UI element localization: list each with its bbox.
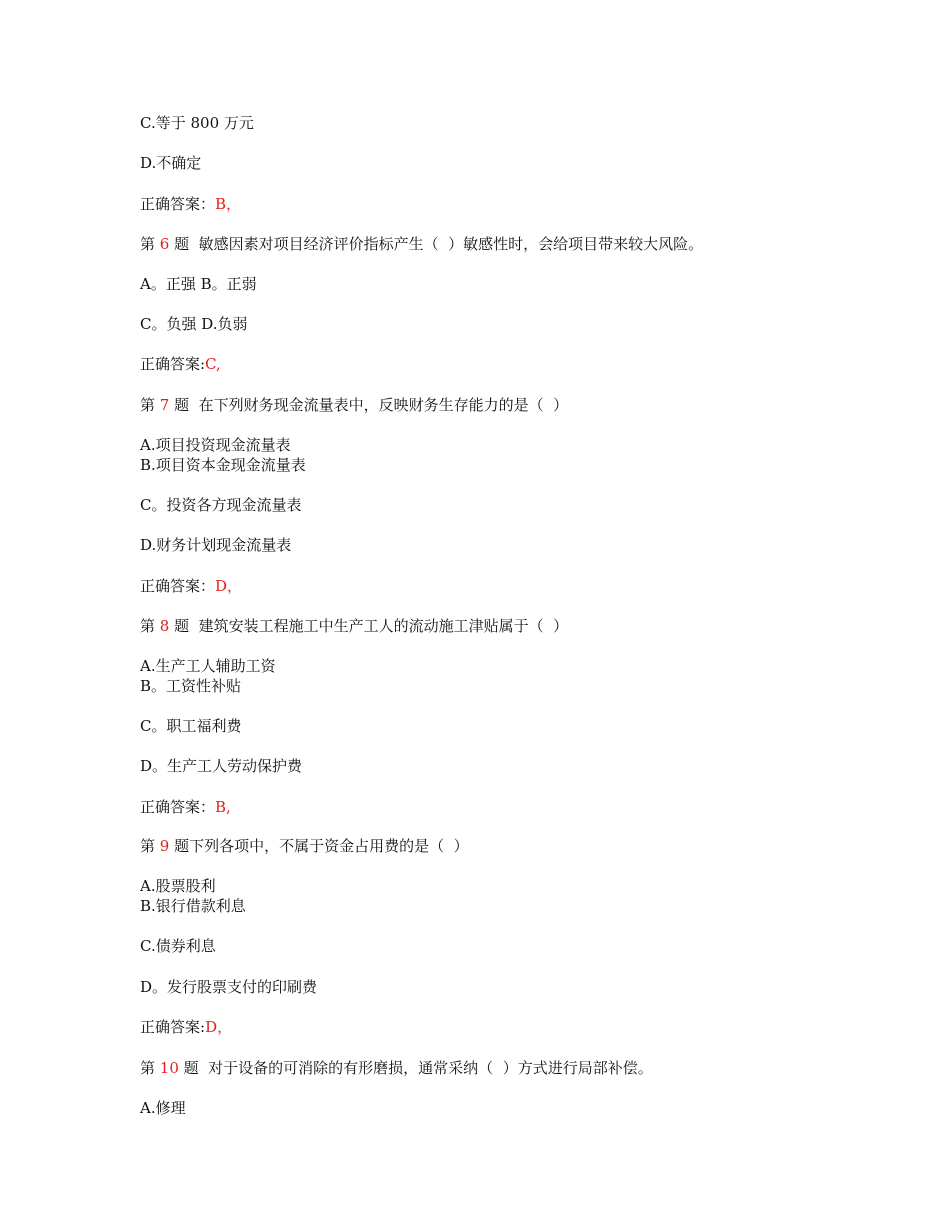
option-text: C。职工福利费 (140, 717, 242, 735)
option-text: A.项目投资现金流量表 (140, 436, 291, 454)
question-number: 8 (159, 617, 170, 635)
answer-line-5 (140, 194, 241, 214)
option-text: B.银行借款利息 (140, 897, 246, 915)
question-number: 9 (159, 837, 170, 855)
question-number: 6 (159, 235, 170, 253)
option-text: D.财务计划现金流量表 (140, 536, 292, 554)
answer-value: D， (215, 577, 243, 595)
answer-line-9 (140, 1017, 232, 1037)
option-text: A.修理 (140, 1099, 186, 1117)
question-text: 题 对于设备的可消除的有形磨损，通常采纳（ ）方式进行局部补偿。 (178, 1059, 653, 1077)
answer-label: 正确答案: (140, 1018, 206, 1036)
question-number: 10 (159, 1059, 179, 1077)
option-text: D.不确定 (140, 154, 202, 172)
option-text: A。正强 B。正弱 (140, 275, 257, 293)
option-text: A.生产工人辅助工资 (140, 657, 276, 675)
question-10 (140, 1058, 653, 1078)
answer-line-8 (140, 797, 231, 817)
option-text: C.债券利息 (140, 937, 216, 955)
option-text: A.股票股利 (140, 877, 216, 895)
question-7 (140, 395, 568, 415)
option-text: C。负强 D.负弱 (140, 315, 248, 333)
answer-label: 正确答案： (140, 577, 216, 595)
option-text: D。发行股票支付的印刷费 (140, 978, 318, 996)
question-prefix: 第 (140, 617, 160, 635)
option-text: D。生产工人劳动保护费 (140, 757, 303, 775)
answer-value: D， (205, 1018, 233, 1036)
answer-value: B, (215, 798, 231, 816)
question-6 (140, 234, 703, 254)
question-text: 题下列各项中，不属于资金占用费的是（ ） (169, 837, 469, 855)
answer-value: B， (215, 195, 242, 213)
question-prefix: 第 (140, 1059, 160, 1077)
answer-value: C, (205, 355, 221, 373)
option-text: C.等于 800 万元 (140, 114, 254, 132)
question-prefix: 第 (140, 235, 160, 253)
answer-label: 正确答案: (140, 355, 206, 373)
question-8 (140, 616, 568, 636)
question-prefix: 第 (140, 837, 160, 855)
option-text: B.项目资本金现金流量表 (140, 456, 306, 474)
option-text: C。投资各方现金流量表 (140, 496, 302, 514)
question-9 (140, 836, 469, 856)
answer-line-7 (140, 576, 242, 596)
question-text: 题 敏感因素对项目经济评价指标产生（ ）敏感性时，会给项目带来较大风险。 (169, 235, 704, 253)
option-text: B。工资性补贴 (140, 677, 242, 695)
answer-line-6 (140, 354, 221, 374)
answer-label: 正确答案： (140, 195, 216, 213)
question-text: 题 建筑安装工程施工中生产工人的流动施工津贴属于（ ） (169, 617, 569, 635)
question-text: 题 在下列财务现金流量表中，反映财务生存能力的是（ ） (169, 396, 569, 414)
question-number: 7 (159, 396, 170, 414)
answer-label: 正确答案： (140, 798, 216, 816)
question-prefix: 第 (140, 396, 160, 414)
